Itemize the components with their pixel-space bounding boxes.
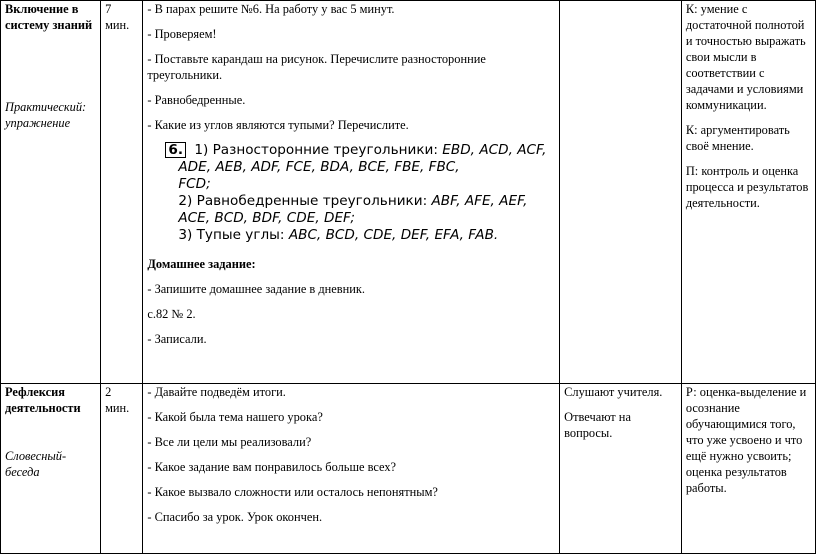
stage-cell <box>1 384 101 554</box>
uud-line: П: контроль и оценка процесса и результатов деятельности. <box>685 164 809 210</box>
answer-letters: ADE, AEB, ADF, FCE, BDA, BCE, FBE, FBC, <box>178 159 460 175</box>
teacher-line: - Какой была тема нашего урока? <box>147 410 323 424</box>
homework-title: Домашнее задание: <box>147 257 256 271</box>
answer-letters: FCD; <box>178 176 211 192</box>
uud-line: К: умение с достаточной полнотой и точностью выражать свои мысли в соответствии с задачами и условиями коммуникации. <box>685 2 806 112</box>
teacher-line: - Проверяем! <box>147 27 217 41</box>
teacher-activity-cell <box>143 384 560 554</box>
teacher-line: - Равнобедренные. <box>147 93 246 107</box>
teacher-line: - Какое вызвало сложности или осталось непонятным? <box>147 485 438 499</box>
answer-block <box>165 142 555 244</box>
teacher-line: - Давайте подведём итоги. <box>147 385 286 399</box>
teacher-line: - Какие из углов являются тупыми? Перечислите. <box>147 118 409 132</box>
stage-title: Рефлексия деятельности <box>5 385 81 415</box>
stage-title: Включение в систему знаний <box>5 2 93 32</box>
uud-line: Р: оценка-выделение и осознание обучающимися того, что уже усвоено и что ещё нужно усвоить; оценка результатов работы. <box>685 385 807 495</box>
table-row <box>1 1 816 384</box>
table-row <box>1 384 816 554</box>
answer-item-label: 1) Разносторонние треугольники: <box>194 142 438 158</box>
uud-cell <box>681 1 815 384</box>
homework-line: с.82 № 2. <box>147 307 196 321</box>
student-activity-cell <box>560 384 682 554</box>
stage-method: Словесный- беседа <box>5 449 67 479</box>
answer-letters: ABF, AFE, AEF, <box>431 193 528 209</box>
homework-line: - Записали. <box>147 332 207 346</box>
time-cell <box>101 384 143 554</box>
time-value: 2 мин. <box>105 385 130 415</box>
time-value: 7 мин. <box>105 2 130 32</box>
student-activity-cell <box>560 1 682 384</box>
answer-letters: ACE, BCD, BDF, CDE, DEF; <box>178 210 355 226</box>
stage-cell <box>1 1 101 384</box>
teacher-line: - В парах решите №6. На работу у вас 5 минут. <box>147 2 395 16</box>
answer-letters: ABC, BCD, CDE, DEF, EFA, FAB. <box>288 227 499 243</box>
uud-line: К: аргументировать своё мнение. <box>685 123 790 153</box>
student-line: Слушают учителя. <box>564 385 663 399</box>
student-line: Отвечают на вопросы. <box>564 410 631 440</box>
stage-method: Практический: упражнение <box>5 100 87 130</box>
homework-line: - Запишите домашнее задание в дневник. <box>147 282 366 296</box>
time-cell <box>101 1 143 384</box>
teacher-line: - Поставьте карандаш на рисунок. Перечислите разносторонние треугольники. <box>147 52 486 82</box>
uud-cell <box>681 384 815 554</box>
answer-item-label: 2) Равнобедренные треугольники: <box>178 193 428 209</box>
answer-letters: EBD, ACD, ACF, <box>442 142 547 158</box>
task-number-badge: 6. <box>165 142 186 158</box>
teacher-line: - Все ли цели мы реализовали? <box>147 435 312 449</box>
teacher-line: - Спасибо за урок. Урок окончен. <box>147 510 323 524</box>
teacher-line: - Какое задание вам понравилось больше всех? <box>147 460 397 474</box>
teacher-activity-cell <box>143 1 560 384</box>
answer-item-label: 3) Тупые углы: <box>178 227 285 243</box>
